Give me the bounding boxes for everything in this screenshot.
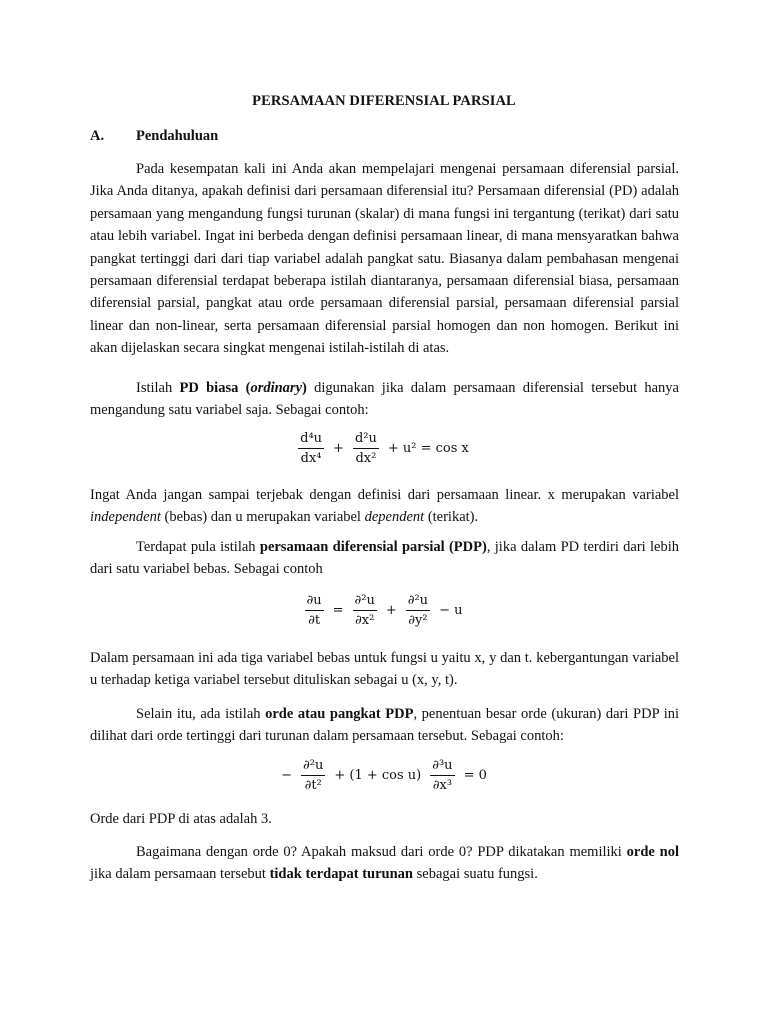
equation-tail: − u [439, 603, 463, 618]
numerator: d²u [353, 430, 379, 449]
paragraph-order-result: Orde dari PDP di atas adalah 3. [90, 811, 272, 827]
text-run: Bagaimana dengan orde 0? Apakah maksud dari orde 0? PDP dikatakan memiliki [136, 844, 627, 860]
equation-pde [0, 592, 768, 629]
text-run: Ingat Anda jangan sampai terjebak dengan definisi dari persamaan linear. x merupakan variabel [90, 487, 679, 503]
numerator: ∂³u [430, 757, 454, 776]
paragraph-linear-note [90, 484, 679, 529]
denominator: ∂t [308, 613, 321, 628]
denominator: ∂t² [304, 778, 322, 793]
denominator: ∂x³ [432, 778, 453, 793]
numerator: ∂²u [301, 757, 325, 776]
equation-order-example [0, 757, 768, 794]
fraction [406, 592, 430, 629]
bold-term: orde atau pangkat PDP [265, 706, 414, 722]
fraction [353, 592, 377, 629]
bold-term: orde nol [626, 844, 679, 860]
denominator: ∂x² [355, 613, 375, 628]
text-run: Selain itu, ada istilah [136, 706, 266, 722]
operator: − [281, 768, 293, 783]
text-run: , penentuan besar orde (ukuran) dari PDP ini dilihat dari orde tertinggi dari turunan dalam persamaan tersebut. Sebagai contoh: [90, 706, 680, 745]
paragraph-order [90, 703, 679, 748]
fraction [298, 430, 324, 467]
text-run: Terdapat pula istilah [136, 539, 260, 555]
section-number: A. [90, 128, 105, 144]
text-run: , jika dalam PD terdiri dari lebih dari satu variabel bebas. Sebagai contoh [90, 539, 680, 578]
paragraph-pdp [90, 536, 679, 581]
denominator: ∂y² [408, 613, 428, 628]
numerator: d⁴u [298, 430, 324, 449]
text-run: jika dalam persamaan tersebut [90, 866, 270, 883]
bold-term: tidak terdapat turunan [269, 866, 413, 883]
paragraph-variables: Dalam persamaan ini ada tiga variabel bebas untuk fungsi u yaitu x, y dan t. kebergantungan variabel u terhadap ketiga variabel tersebut dituliskan sebagai u (x, y, t). [90, 650, 679, 689]
section-heading [90, 128, 218, 145]
denominator: dx⁴ [300, 451, 322, 466]
operator: = [332, 603, 344, 618]
text-run: (terikat). [424, 509, 479, 526]
paragraph-pd-biasa [90, 377, 679, 422]
italic-term: independent [90, 509, 161, 526]
equation-tail: + u² = cos x [387, 441, 469, 456]
bold-term: PD biasa ( [179, 380, 251, 396]
paragraph-zero-order [90, 841, 679, 886]
fraction [305, 592, 324, 629]
numerator: ∂²u [406, 592, 430, 611]
equation-tail: = 0 [463, 768, 487, 783]
text-run: (bebas) dan u merupakan variabel [160, 509, 365, 526]
fraction [430, 757, 454, 794]
paragraph-intro: Pada kesempatan kali ini Anda akan mempelajari mengenai persamaan diferensial parsial. Jika Anda ditanya, apakah definisi dari persamaan diferensial itu? Persamaan diferensial (PD) adalah persamaan yang mengandung fungsi turunan (skalar) di mana fungsi ini tergantung (terikat) dari satu atau lebih variabel. Ingat ini berbeda dengan definisi persamaan linear, di mana mensyaratkan bahwa pangkat tertinggi dari dari tiap variabel adalah pangkat satu. Biasanya dalam pembahasan mengenai persamaan diferensial terdapat beberapa istilah diantaranya, persamaan diferensial biasa, persamaan diferensial parsial, pangkat atau orde persamaan diferensial parsial, persamaan diferensial parsial linear dan non-linear, serta persamaan diferensial parsial homogen dan non homogen. Berikut ini akan dijelaskan secara singkat mengenai istilah-istilah di atas. [90, 161, 679, 357]
operator: + [385, 603, 397, 618]
text-run: sebagai suatu fungsi. [413, 866, 538, 883]
bold-term: persamaan diferensial parsial (PDP) [259, 539, 487, 555]
fraction [353, 430, 379, 467]
denominator: dx² [355, 451, 377, 466]
equation-ode [0, 430, 768, 467]
text-run: digunakan jika dalam persamaan diferensial tersebut hanya mengandung satu variabel saja. Sebagai contoh: [90, 380, 679, 419]
section-title: Pendahuluan [136, 128, 219, 144]
operator: + [333, 441, 344, 456]
fraction [301, 757, 325, 794]
bold-term: ) [302, 380, 307, 396]
equation-middle: + (1 + cos u) [334, 768, 422, 783]
numerator: ∂u [305, 592, 324, 611]
text-run: Istilah [136, 380, 180, 396]
document-title: PERSAMAAN DIFERENSIAL PARSIAL [252, 93, 516, 109]
bold-italic-term: ordinary [250, 380, 303, 396]
italic-term: dependent [364, 509, 425, 526]
numerator: ∂²u [353, 592, 377, 611]
